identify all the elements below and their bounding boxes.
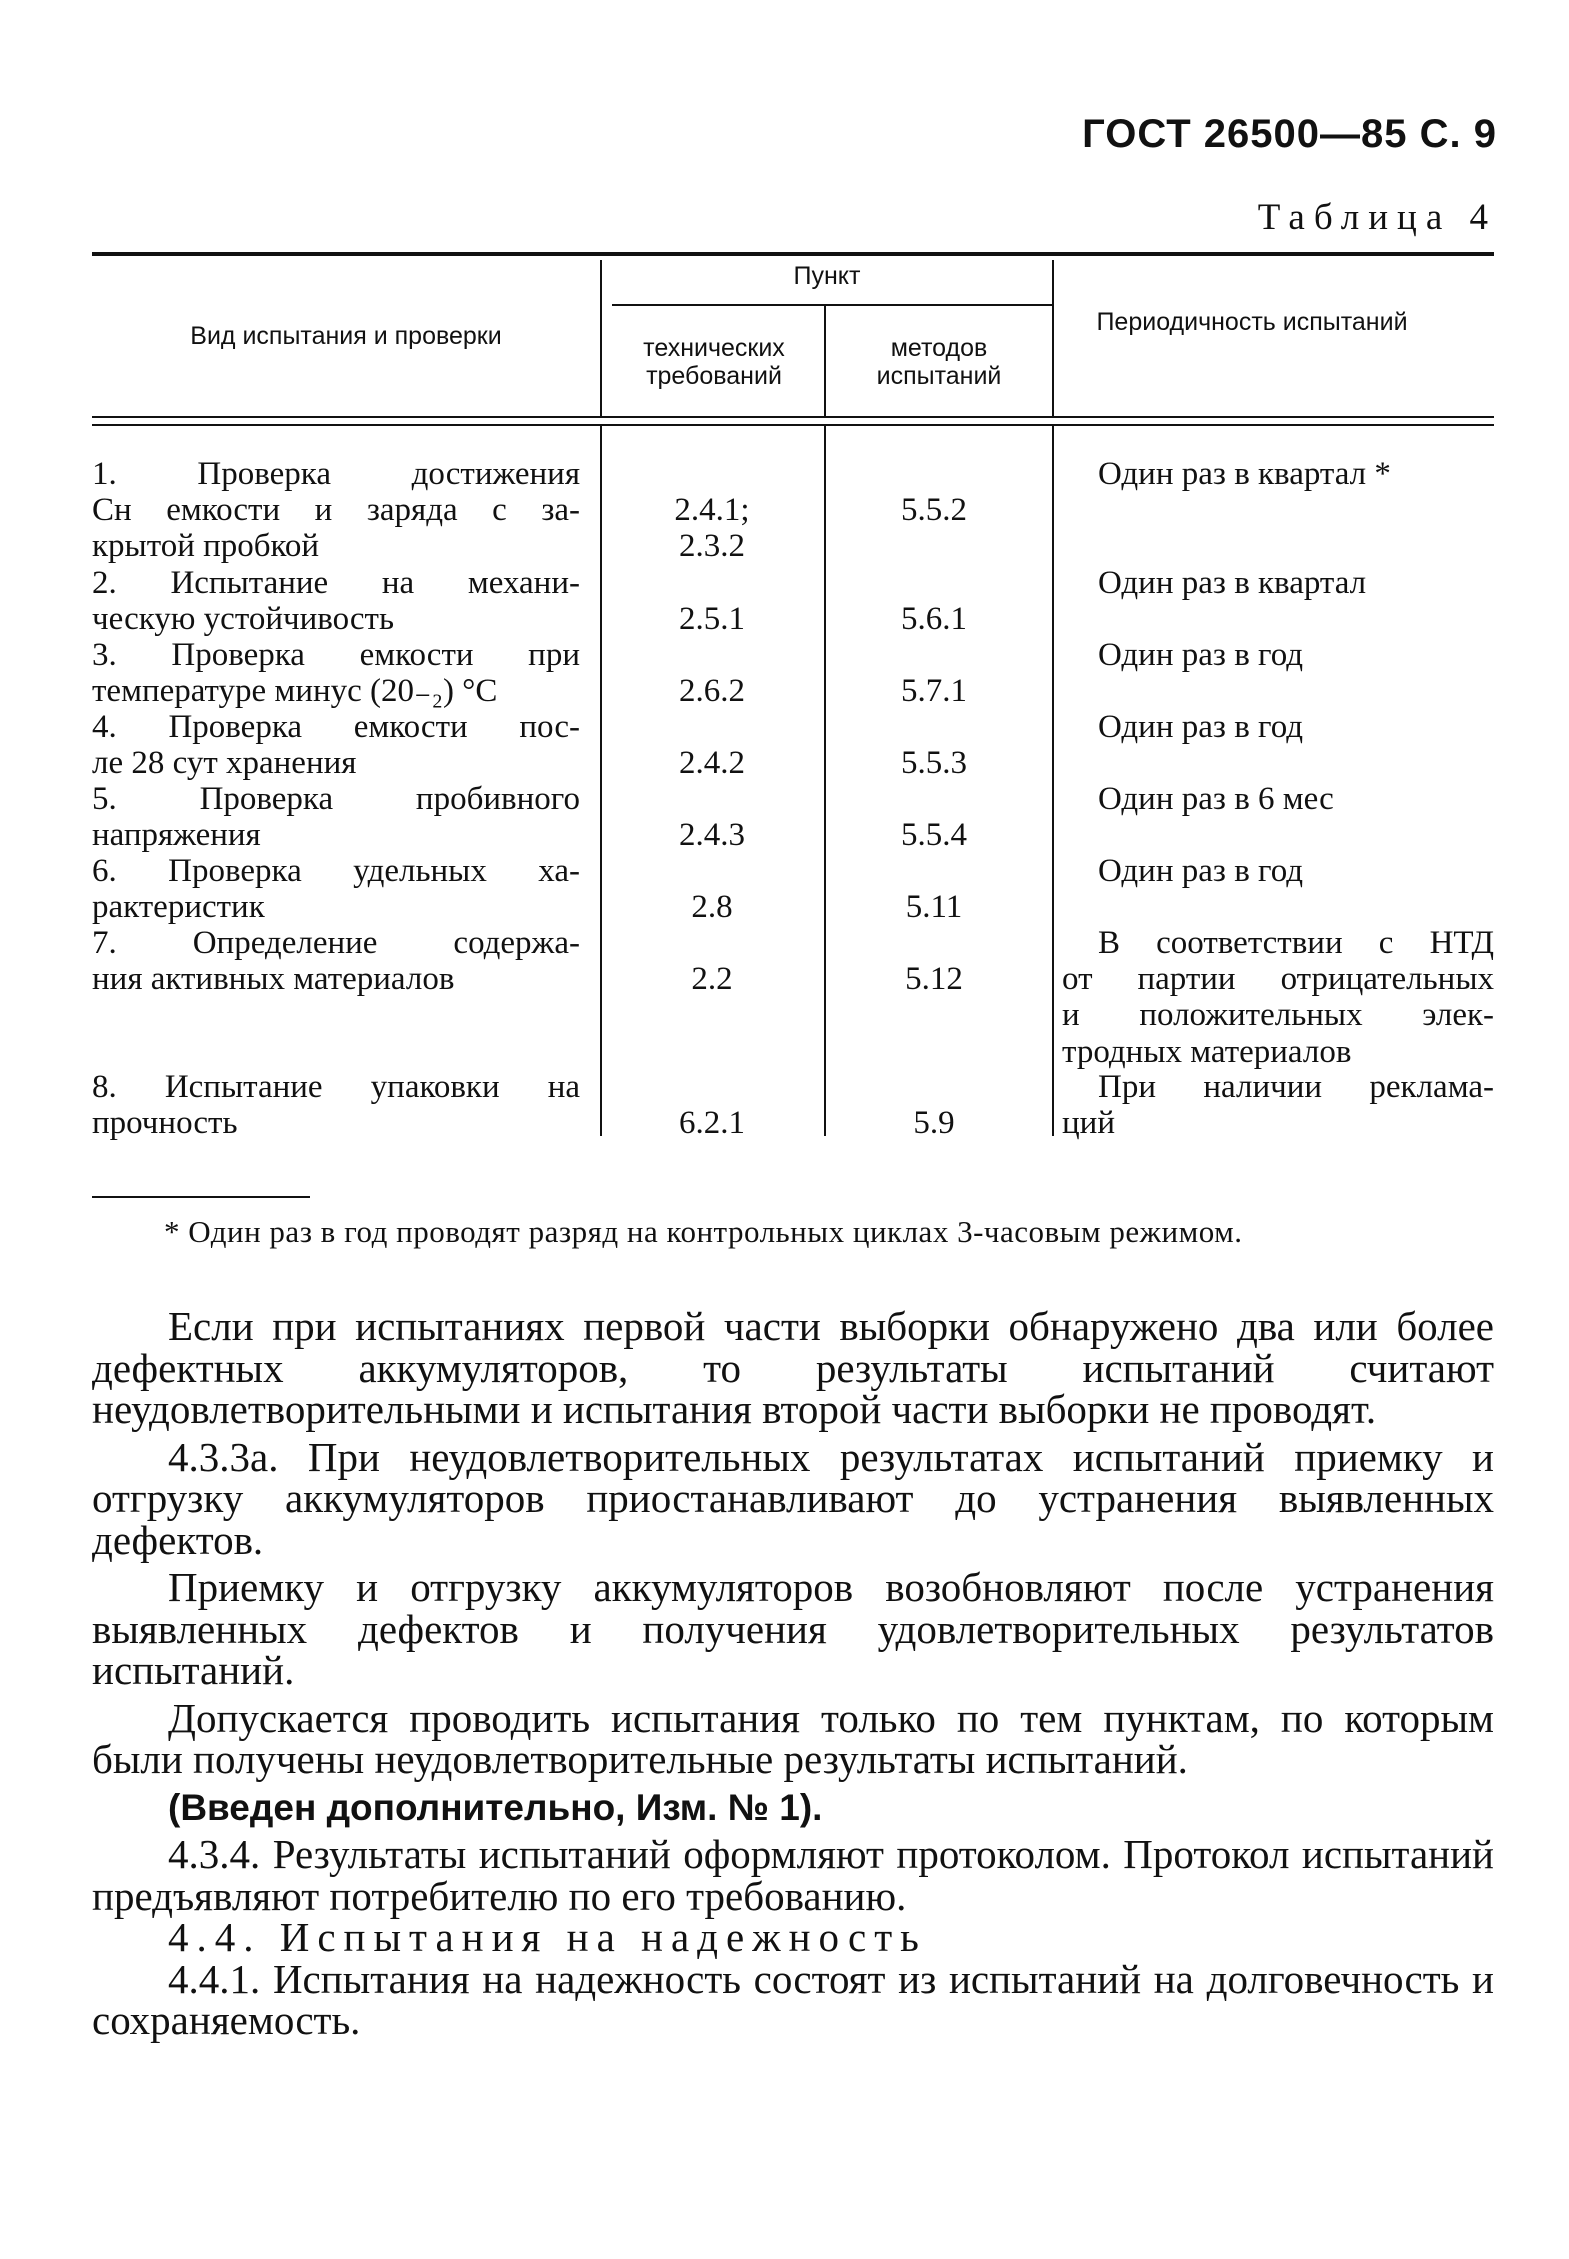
header-periodicity: Периодичность испытаний bbox=[1096, 308, 1408, 336]
row1-line2: Cн емкости и заряда с за- bbox=[92, 492, 580, 529]
row4-period bbox=[1098, 709, 1498, 745]
table-row bbox=[92, 709, 580, 781]
row5-line1: 5. Проверка пробивного bbox=[92, 781, 580, 817]
punkt-underline bbox=[612, 304, 1054, 306]
row2-line1: 2. Испытание на механи- bbox=[92, 565, 580, 601]
row7-tech-1: 2.2 bbox=[691, 961, 733, 997]
row1-tech bbox=[612, 492, 812, 564]
table-row bbox=[92, 925, 580, 997]
row8-method: 5.9 bbox=[913, 1105, 955, 1141]
row7-period-3: и положительных элек- bbox=[1062, 997, 1494, 1034]
paragraph-2: 4.3.3а. При неудовлетворительных результатах испытаний приемку и отгрузку аккумуляторов приостанавливают до устранения выявленных дефектов. bbox=[92, 1433, 1494, 1563]
section-heading: 4.4. Испытания на надежность bbox=[168, 1914, 927, 1960]
row8-tech-1: 6.2.1 bbox=[679, 1105, 745, 1141]
row2-period bbox=[1098, 565, 1498, 601]
row2-tech bbox=[612, 601, 812, 637]
vline-header-2 bbox=[824, 306, 826, 416]
row7-period bbox=[1062, 925, 1494, 1070]
table-caption: Таблица 4 bbox=[1257, 197, 1497, 238]
row5-tech bbox=[612, 817, 812, 853]
row8-period-2: ций bbox=[1062, 1105, 1115, 1142]
row8-tech bbox=[612, 1105, 812, 1141]
header-methods: методов испытаний bbox=[876, 334, 1002, 390]
row1-tech-2: 2.3.2 bbox=[679, 528, 745, 565]
row3-period bbox=[1098, 637, 1498, 673]
paragraph-5: 4.3.4. Результаты испытаний оформляют протоколом. Протокол испытаний предъявляют потребителю по его требованию. bbox=[92, 1831, 1494, 1919]
row7-method: 5.12 bbox=[905, 961, 963, 997]
header-tech: технических требований bbox=[643, 334, 785, 390]
row3-period-1: Один раз в год bbox=[1098, 637, 1304, 673]
row4-period-1: Один раз в год bbox=[1098, 709, 1304, 745]
paragraph-3: Приемку и отгрузку аккумуляторов возобновляют после устранения выявленных дефектов и получения удовлетворительных результатов испытаний. bbox=[92, 1564, 1494, 1693]
vline-body-2 bbox=[824, 424, 826, 1136]
page-header: ГОСТ 26500—85 С. 9 bbox=[1082, 112, 1497, 156]
row6-tech bbox=[612, 889, 812, 925]
row8-line1: 8. Испытание упаковки на bbox=[92, 1069, 580, 1105]
row6-line2: рактеристик bbox=[92, 889, 265, 926]
row7-line2: ния активных материалов bbox=[92, 961, 455, 998]
row8-line2: прочность bbox=[92, 1105, 238, 1142]
row4-line1: 4. Проверка емкости пос- bbox=[92, 709, 580, 745]
row6-method: 5.11 bbox=[905, 889, 963, 925]
row1-method: 5.5.2 bbox=[901, 492, 967, 528]
row3-line2: температуре минус (20₋₂) °С bbox=[92, 673, 498, 710]
row2-line2: ческую устойчивость bbox=[92, 601, 395, 638]
row8-period bbox=[1062, 1069, 1494, 1141]
footnote-rule bbox=[92, 1196, 310, 1198]
row6-tech-1: 2.8 bbox=[691, 889, 733, 925]
row7-line1: 7. Определение содержа- bbox=[92, 925, 580, 961]
row3-line1: 3. Проверка емкости при bbox=[92, 637, 580, 673]
row4-tech bbox=[612, 745, 812, 781]
body-text bbox=[92, 1303, 1494, 2043]
row1-line3: крытой пробкой bbox=[92, 528, 320, 565]
table-row bbox=[92, 565, 580, 637]
row5-tech-1: 2.4.3 bbox=[679, 817, 745, 853]
vline-body-1 bbox=[600, 424, 602, 1136]
table-row bbox=[92, 1069, 580, 1141]
table-row bbox=[92, 637, 580, 709]
row8-period-1: При наличии реклама- bbox=[1098, 1069, 1494, 1105]
table-top-rule bbox=[92, 252, 1494, 256]
vline-body-3 bbox=[1052, 424, 1054, 1136]
row5-period bbox=[1098, 781, 1498, 817]
row4-method: 5.5.3 bbox=[901, 745, 967, 781]
table-row bbox=[92, 781, 580, 853]
table-row bbox=[92, 456, 580, 565]
row6-period-1: Один раз в год bbox=[1098, 853, 1304, 889]
row3-method: 5.7.1 bbox=[901, 673, 967, 709]
paragraph-1: Если при испытаниях первой части выборки обнаружено два или более дефектных аккумуляторов, то результаты испытаний считают неудовлетворительными и испытания второй части выборки не проводят. bbox=[92, 1303, 1494, 1432]
row4-line2: ле 28 сут хранения bbox=[92, 745, 357, 782]
row5-period-1: Один раз в 6 мес bbox=[1098, 781, 1334, 817]
row1-period-1: Один раз в квартал * bbox=[1098, 456, 1391, 492]
row7-tech bbox=[612, 961, 812, 997]
footnote: * Один раз в год проводят разряд на контрольных циклах 3-часовым режимом. bbox=[164, 1214, 1243, 1249]
row5-method: 5.5.4 bbox=[901, 817, 967, 853]
row1-tech-1: 2.4.1; bbox=[674, 492, 750, 528]
row3-tech bbox=[612, 673, 812, 709]
row2-tech-1: 2.5.1 bbox=[679, 601, 745, 637]
row6-line1: 6. Проверка удельных ха- bbox=[92, 853, 580, 889]
row7-period-1: В соответствии с НТД bbox=[1098, 925, 1494, 961]
paragraph-4: Допускается проводить испытания только по тем пунктам, по которым были получены неудовлетворительные результаты испытаний. bbox=[92, 1694, 1494, 1782]
row2-period-1: Один раз в квартал bbox=[1098, 565, 1367, 601]
header-bottom-rule-2 bbox=[92, 424, 1494, 426]
table-row bbox=[92, 853, 580, 925]
row3-tech-1: 2.6.2 bbox=[679, 673, 745, 709]
row7-period-4: тродных материалов bbox=[1062, 1033, 1352, 1070]
paragraph-6: 4.4.1. Испытания на надежность состоят из испытаний на долговечность и сохраняемость. bbox=[92, 1955, 1494, 2043]
row7-period-2: от партии отрицательных bbox=[1062, 961, 1494, 998]
row1-line1: 1. Проверка достижения bbox=[92, 456, 580, 492]
row1-period bbox=[1098, 456, 1498, 492]
row6-period bbox=[1098, 853, 1498, 889]
header-type: Вид испытания и проверки bbox=[190, 322, 502, 350]
row2-method: 5.6.1 bbox=[901, 601, 967, 637]
vline-header-3 bbox=[1052, 260, 1054, 416]
header-punkt: Пункт bbox=[793, 262, 861, 290]
header-bottom-rule-1 bbox=[92, 416, 1494, 418]
amendment-note: (Введен дополнительно, Изм. № 1). bbox=[168, 1786, 823, 1828]
row4-tech-1: 2.4.2 bbox=[679, 745, 745, 781]
row5-line2: напряжения bbox=[92, 817, 261, 854]
